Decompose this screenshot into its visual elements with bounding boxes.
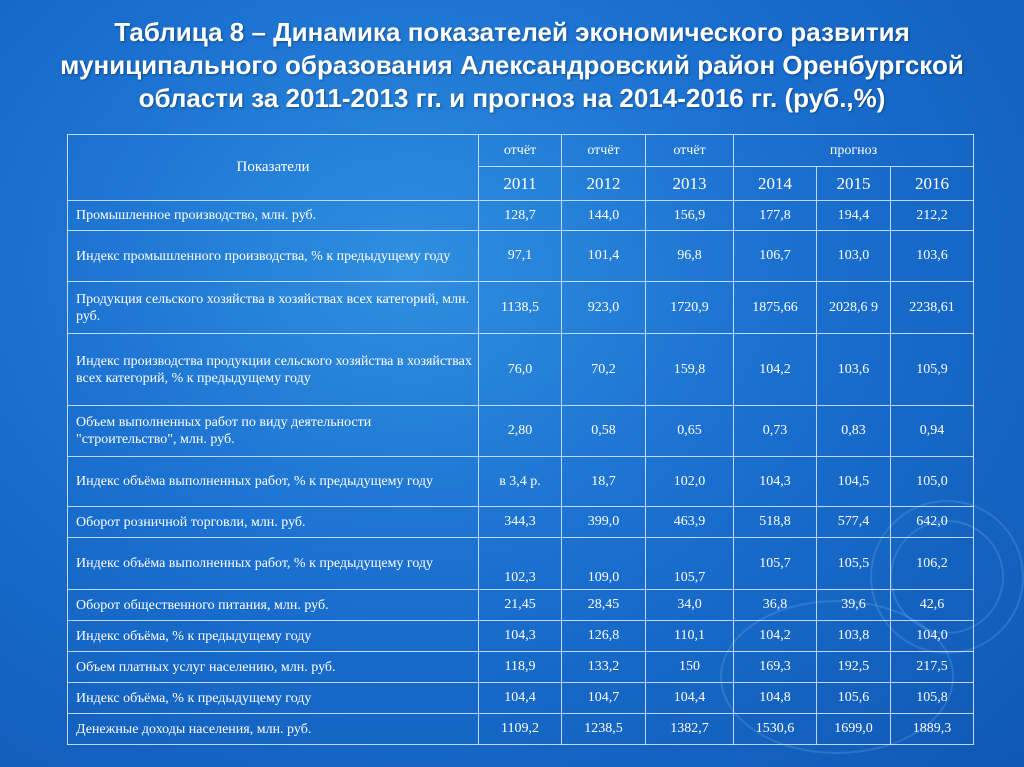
cell-value: 923,0 (562, 282, 646, 334)
cell-value: 133,2 (562, 652, 646, 683)
cell-value: 1109,2 (479, 714, 562, 745)
cell-value: 104,0 (891, 621, 974, 652)
cell-value: 18,7 (562, 457, 646, 507)
cell-value: 144,0 (562, 201, 646, 231)
cell-value: 36,8 (734, 590, 817, 621)
cell-value: 128,7 (479, 201, 562, 231)
table-row (68, 590, 974, 621)
cell-value: 110,1 (646, 621, 734, 652)
cell-value: 105,0 (891, 457, 974, 507)
cell-value: 1138,5 (479, 282, 562, 334)
cell-value: 21,45 (479, 590, 562, 621)
indicators-table (67, 134, 974, 745)
header-year: 2011 (479, 167, 562, 201)
table-row (68, 282, 974, 334)
cell-value: 344,3 (479, 507, 562, 538)
title-line-3: области за 2011-2013 гг. и прогноз на 2014-2016 гг. (руб.,%) (138, 83, 886, 113)
cell-value: 642,0 (891, 507, 974, 538)
cell-value: 34,0 (646, 590, 734, 621)
header-report-2011: отчёт (479, 135, 562, 167)
row-label: Индекс объёма выполненных работ, % к предыдущему году (68, 538, 479, 590)
cell-value: 106,7 (734, 231, 817, 282)
cell-value: 118,9 (479, 652, 562, 683)
cell-value: 212,2 (891, 201, 974, 231)
cell-value: 104,8 (734, 683, 817, 714)
table-row (68, 334, 974, 406)
cell-value: 103,0 (817, 231, 891, 282)
cell-value: 1889,3 (891, 714, 974, 745)
cell-value: 1382,7 (646, 714, 734, 745)
cell-value: 1875,66 (734, 282, 817, 334)
cell-value: 159,8 (646, 334, 734, 406)
header-year: 2016 (891, 167, 974, 201)
row-label: Индекс объёма, % к предыдущему году (68, 621, 479, 652)
cell-value: 169,3 (734, 652, 817, 683)
cell-value: 2238,61 (891, 282, 974, 334)
header-report-2013: отчёт (646, 135, 734, 167)
cell-value: 70,2 (562, 334, 646, 406)
row-label: Объем выполненных работ по виду деятельности "строительство", млн. руб. (68, 406, 479, 457)
cell-value: 577,4 (817, 507, 891, 538)
cell-value: 97,1 (479, 231, 562, 282)
cell-value: 104,4 (646, 683, 734, 714)
cell-value: 217,5 (891, 652, 974, 683)
cell-value: 192,5 (817, 652, 891, 683)
cell-value: 518,8 (734, 507, 817, 538)
cell-value: 39,6 (817, 590, 891, 621)
cell-value: 104,3 (734, 457, 817, 507)
cell-value: в 3,4 р. (479, 457, 562, 507)
cell-value: 76,0 (479, 334, 562, 406)
header-year: 2015 (817, 167, 891, 201)
title-line-1: Таблица 8 – Динамика показателей экономического развития (114, 17, 910, 47)
header-indicator: Показатели (68, 135, 479, 201)
table-row (68, 457, 974, 507)
cell-value: 104,2 (734, 334, 817, 406)
cell-value: 105,9 (891, 334, 974, 406)
table-row (68, 683, 974, 714)
cell-value: 463,9 (646, 507, 734, 538)
row-label: Объем платных услуг населению, млн. руб. (68, 652, 479, 683)
cell-value: 42,6 (891, 590, 974, 621)
slide-title (40, 16, 984, 115)
cell-value: 105,7 (646, 538, 734, 590)
cell-value: 0,58 (562, 406, 646, 457)
header-report-2012: отчёт (562, 135, 646, 167)
cell-value: 399,0 (562, 507, 646, 538)
cell-value: 28,45 (562, 590, 646, 621)
cell-value: 1530,6 (734, 714, 817, 745)
cell-value: 0,94 (891, 406, 974, 457)
cell-value: 0,83 (817, 406, 891, 457)
row-label: Денежные доходы населения, млн. руб. (68, 714, 479, 745)
header-year: 2013 (646, 167, 734, 201)
header-row-top (68, 135, 974, 167)
cell-value: 103,6 (817, 334, 891, 406)
row-label: Индекс производства продукции сельского хозяйства в хозяйствах всех категорий, % к предыдущему году (68, 334, 479, 406)
cell-value: 177,8 (734, 201, 817, 231)
cell-value: 156,9 (646, 201, 734, 231)
row-label: Оборот розничной торговли, млн. руб. (68, 507, 479, 538)
row-label: Индекс объёма выполненных работ, % к предыдущему году (68, 457, 479, 507)
table-row (68, 652, 974, 683)
table-row (68, 621, 974, 652)
cell-value: 101,4 (562, 231, 646, 282)
cell-value: 194,4 (817, 201, 891, 231)
row-label: Индекс промышленного производства, % к предыдущему году (68, 231, 479, 282)
cell-value: 0,65 (646, 406, 734, 457)
cell-value: 104,7 (562, 683, 646, 714)
cell-value: 104,2 (734, 621, 817, 652)
table-row (68, 406, 974, 457)
table-row (68, 201, 974, 231)
cell-value: 109,0 (562, 538, 646, 590)
header-forecast: прогноз (734, 135, 974, 167)
row-label: Оборот общественного питания, млн. руб. (68, 590, 479, 621)
row-label: Индекс объёма, % к предыдущему году (68, 683, 479, 714)
cell-value: 104,5 (817, 457, 891, 507)
table-row (68, 538, 974, 590)
header-year: 2012 (562, 167, 646, 201)
table-row (68, 714, 974, 745)
table-row (68, 507, 974, 538)
cell-value: 103,8 (817, 621, 891, 652)
cell-value: 105,6 (817, 683, 891, 714)
cell-value: 105,8 (891, 683, 974, 714)
cell-value: 104,4 (479, 683, 562, 714)
cell-value: 96,8 (646, 231, 734, 282)
cell-value: 103,6 (891, 231, 974, 282)
cell-value: 150 (646, 652, 734, 683)
cell-value: 1238,5 (562, 714, 646, 745)
cell-value: 126,8 (562, 621, 646, 652)
cell-value: 106,2 (891, 538, 974, 590)
cell-value: 1720,9 (646, 282, 734, 334)
cell-value: 2,80 (479, 406, 562, 457)
cell-value: 102,0 (646, 457, 734, 507)
cell-value: 0,73 (734, 406, 817, 457)
cell-value: 1699,0 (817, 714, 891, 745)
table-row (68, 231, 974, 282)
cell-value: 105,7 (734, 538, 817, 590)
cell-value: 104,3 (479, 621, 562, 652)
row-label: Продукция сельского хозяйства в хозяйствах всех категорий, млн. руб. (68, 282, 479, 334)
row-label: Промышленное производство, млн. руб. (68, 201, 479, 231)
cell-value: 102,3 (479, 538, 562, 590)
cell-value: 2028,6 9 (817, 282, 891, 334)
header-year: 2014 (734, 167, 817, 201)
cell-value: 105,5 (817, 538, 891, 590)
title-line-2: муниципального образования Александровский район Оренбургской (60, 50, 964, 80)
